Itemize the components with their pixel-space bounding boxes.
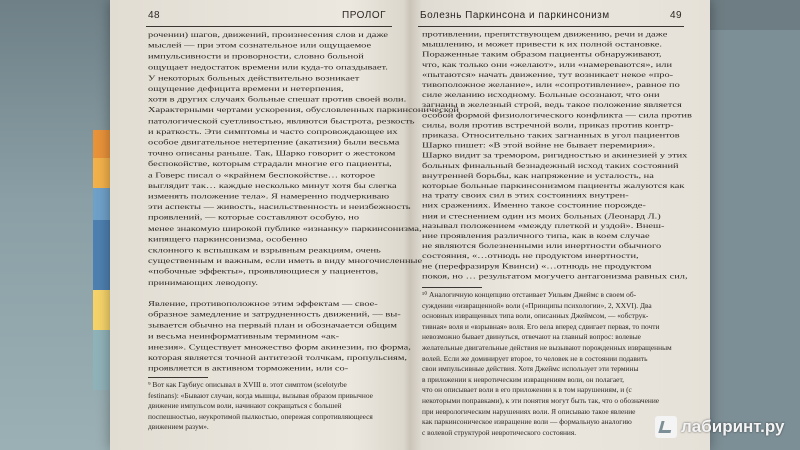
right-header-rule <box>418 26 684 27</box>
right-body-text <box>422 30 692 282</box>
footnote-line: ¹⁰ Аналогичную концепцию отстаивает Уильям Джеймс в своем об- <box>422 290 637 299</box>
footnote-line: основных извращенных типа воли, описанных Джеймсом, — «обструк- <box>422 311 649 321</box>
text-line: них сражениях. Именно такое состояние порожде- <box>422 202 646 210</box>
text-line: противлении, препятствующем движению, речи и даже <box>422 31 668 39</box>
left-page <box>110 0 459 450</box>
text-line: покоя, но … результатом могучего антагонизма равных сил, <box>422 273 688 281</box>
footnote-line: движением разум». <box>148 422 209 432</box>
left-page-number: 48 <box>148 10 161 21</box>
text-line: не (перефразируя Квинси) «…отнюдь не продуктом <box>422 263 652 271</box>
text-line: импульсивности и проворности, словно больной <box>148 52 364 61</box>
text-line: мыслей — при этом сознательное или ощущаемое <box>148 42 372 50</box>
text-line: приказа. Относительно таких загнанных в угол пациентов <box>422 132 680 140</box>
text-line: состояния, «…отнюдь не продуктом инертности, <box>422 253 639 261</box>
right-page-number: 49 <box>670 10 683 21</box>
footnote-line: некоторыми поправками), к эти понятия могут быть так, что о обозначение <box>422 395 660 405</box>
text-line: внутренней борьбы, как напряжение и усталость, на <box>422 172 654 180</box>
text-line: мышлению, и может привести к их полной остановке. <box>422 41 662 49</box>
right-footnote-rule <box>422 287 482 288</box>
footnote-line: движение импульсом воли, начинают сокращаться с большей <box>148 401 342 411</box>
footnote-line: festinans): «Бывают случаи, когда мышцы, вызывая образом привычное <box>148 390 373 400</box>
right-page <box>414 0 710 450</box>
left-header-rule <box>146 26 392 27</box>
text-line: ния и стеснением один из моих больных (Леонард Л.) <box>422 212 661 221</box>
text-line: «побочные эффекты», проявляющиеся у пациентов, <box>148 268 379 277</box>
text-line: проявляется в активном торможении, или со- <box>148 365 349 373</box>
footnote-line: свои импульсивные действия. Хотя Джеймс использует эти термины <box>422 364 639 374</box>
text-line: силы, воля против встречной воли, приказ против контр- <box>422 122 674 130</box>
text-line: Явление, противоположное этим эффектам — свое- <box>148 300 378 309</box>
footnote-line: желательные двигательные действия не вызывают порожденных извращенным <box>422 342 672 352</box>
text-line: особой формой физиологического конфликта — сила против <box>422 111 692 120</box>
text-line: эти аспекты — живость, насильственность и неизбежность <box>148 203 411 212</box>
text-line: патологической суетливостью, являются быстрота, резкость <box>148 117 415 126</box>
text-line: не являются болезненными или инертности обычного <box>422 242 662 251</box>
text-line: особое двигательное нетерпение (акатизия) были весьма <box>148 139 400 147</box>
left-footnote <box>148 380 394 433</box>
labirint-logo-icon <box>655 416 677 438</box>
text-line: Характерными чертами ускорения, обусловленных паркинсонической <box>148 106 459 115</box>
text-line: кипящего паркинсонизма, особенно <box>148 235 308 244</box>
footnote-line: как паркинсоническое извращение воли — формальную аналогию <box>422 417 632 427</box>
text-line: больных финальный безнадежный исход таких состояний <box>422 162 679 170</box>
text-line: выглядит так… каждые несколько минут хотя бы слегка <box>148 182 397 190</box>
text-line: тивоположное желание», или «сопротивление», равное по <box>422 81 680 90</box>
text-line: силе желанию исходному. Больные осознают, что они <box>422 91 660 100</box>
text-line: Пораженные таким образом пациенты обнаруживают, <box>422 51 662 59</box>
text-line: Шарко пишет: «В этой войне не бывает перемирия». <box>422 142 656 150</box>
footnote-line: поспешностью, неукротимой пылкостью, опережая сопротивляющееся <box>148 411 373 421</box>
text-line: что, как только они «желают», или «намереваются», или <box>422 61 673 69</box>
text-line: проявлений, — которые составляют особую, но <box>148 214 360 223</box>
text-line: беспокойстве, которым страдали многие его пациенты, <box>148 160 392 169</box>
text-line: ощущение дефицита времени и нетерпения, <box>148 85 344 94</box>
footnote-line: ⁹ Вот как Гаубиус описывал в XVIII в. этот симптом (scelotyrbe <box>148 380 347 389</box>
text-line: точно описаны раньше. Так, Шарко говорит о жестоком <box>148 149 396 158</box>
text-line: инезия». Существует множество форм акинезии, по форма, <box>148 343 411 352</box>
text-line: ощущает недостаток времени или куда-то опаздывает. <box>148 63 388 72</box>
text-line: «пытаются» начать движение, тут возникает некое «про- <box>422 71 674 79</box>
footnote-line: тивная» воля и «взрывная» воля. Его вела вперед сдвигает первая, то почти <box>422 321 660 331</box>
footnote-line: с волевой структурой невротического состояния. <box>422 427 577 437</box>
text-line: У некоторых больных действительно возникает <box>148 74 360 83</box>
left-footnote-rule <box>148 377 208 378</box>
footnote-line: невозможно бывает двинуться, отвечают на главный вопрос: волевые <box>422 332 641 342</box>
footnote-line: при неврологическим нарушениях воли. Я описываю такое явление <box>422 406 636 416</box>
labirint-watermark <box>655 413 800 441</box>
text-line: называл положением «между плеткой и уздой». Внеш- <box>422 222 665 231</box>
text-line: на трату своих сил в этих состояниях внутрен- <box>422 192 629 200</box>
text-line: ние проявления различного типа, как в коем случае <box>422 232 650 241</box>
text-line: которая является точной антитезой толчкам, пропульсиям, <box>148 354 408 363</box>
footnote-line: что он описывает воли в его приложении к в том нарушениям, и (с <box>422 385 632 395</box>
footnote-line: волей. Если же доминирует второе, то человек не в состоянии подавить <box>422 353 648 363</box>
left-running-head: ПРОЛОГ <box>342 10 387 21</box>
right-footnote <box>422 290 686 438</box>
footnote-line: суждении «извращенной» воли («Принципы психологии», 2, XXVI). Два <box>422 300 652 310</box>
text-line: Шарко видит за тремором, ригидностью и акинезией у этих <box>422 152 688 160</box>
text-line: образное замедление и затрудненность движений, — вы- <box>148 311 401 320</box>
text-line: рочении) шагов, движений, произнесения слов и даже <box>148 31 388 40</box>
left-body-text <box>148 30 459 374</box>
right-running-head: Болезнь Паркинсона и паркинсонизм <box>420 10 610 21</box>
book-spread <box>110 0 710 450</box>
text-line: принимающих леводопу. <box>148 278 258 287</box>
text-line: которые больные паркинсонизмом пациенты жалуются как <box>422 182 685 190</box>
text-line: и краткость. Эти симптомы и часто сопровождающее их <box>148 128 398 137</box>
text-line: и весьма неинформативным термином «ак- <box>148 332 340 341</box>
text-line: существенным и важным, если иметь в виду многочисленные <box>148 257 423 266</box>
text-line: изменять положение тела». Я намеренно подчеркиваю <box>148 192 390 201</box>
footnote-line: в приложении к невротическим извращениям воли, он полагает, <box>422 374 624 384</box>
text-line <box>148 288 394 299</box>
text-line: зывается обычно на первый план и обозначается общим <box>148 322 397 330</box>
text-line: склонного к вспышкам и взрывным реакциям, очень <box>148 246 381 255</box>
text-line: хотя в других случаях больные спешат против своей воли. <box>148 95 407 104</box>
text-line: а Говерс писал о «крайнем беспокойстве… которое <box>148 171 376 180</box>
watermark-text: лабиринт.ру <box>681 417 785 436</box>
text-line: менее знакомую широкой публике «изнанку» паркинсонизма, <box>148 225 422 233</box>
text-line: загнаны в железный строй, ведь такое положение является <box>422 101 682 110</box>
